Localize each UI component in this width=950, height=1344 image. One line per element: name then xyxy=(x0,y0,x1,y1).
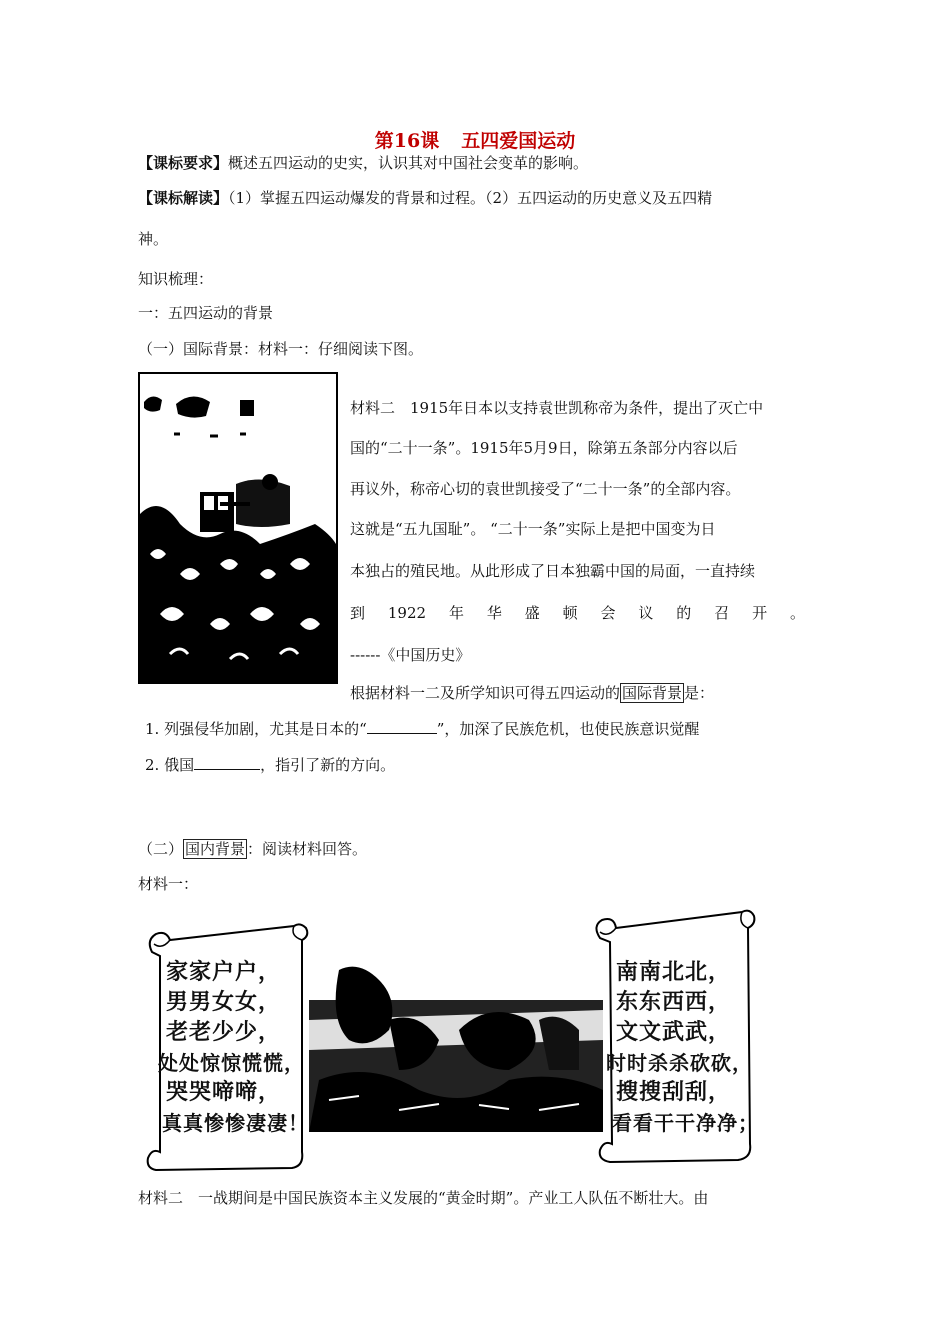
scroll-left-line: 老老少少， xyxy=(166,1020,282,1045)
domestic-prefix: （二） xyxy=(138,840,184,858)
conclusion-after: 是： xyxy=(684,684,715,702)
q1-text: 1. 列强侵华加剧，尤其是日本的“ xyxy=(145,720,367,738)
scroll-left-line: 真真惨惨凄凄！ xyxy=(162,1111,309,1135)
lesson-name: 五四爱国运动 xyxy=(461,130,576,152)
char: 年 xyxy=(448,604,464,622)
scroll-right-line: 东东西西， xyxy=(616,990,732,1015)
char: 召 xyxy=(714,604,730,622)
material2-line4: 这就是“五九国耻”。 “二十一条”实际上是把中国变为日 xyxy=(350,520,716,538)
question-1 xyxy=(145,718,699,739)
q1-after: ”，加深了民族危机，也使民族意识觉醒 xyxy=(436,720,700,738)
lesson-title xyxy=(0,126,950,153)
material2-line3: 再议外，称帝心切的袁世凯接受了“二十一条”的全部内容。 xyxy=(350,480,741,498)
char: 顿 xyxy=(562,604,578,622)
requirements-label: 【课标要求】 xyxy=(138,154,229,172)
scroll-right-line: 搜搜刮刮， xyxy=(616,1080,732,1105)
conclusion-text: 根据材料一二及所学知识可得五四运动的 xyxy=(350,684,621,702)
material2-line5: 本独占的殖民地。从此形成了日本独霸中国的局面，一直持续 xyxy=(350,562,756,580)
scroll-right-line: 时时杀杀砍砍， xyxy=(606,1051,753,1075)
fill-blank-2[interactable] xyxy=(194,754,260,770)
knowledge-heading: 知识梳理： xyxy=(138,270,214,288)
char: 1922 xyxy=(387,604,427,622)
char: 盛 xyxy=(524,604,540,622)
interpretation-line1: （1）掌握五四运动爆发的背景和过程。（2）五四运动的历史意义及五四精 xyxy=(228,189,713,207)
photo-illustration xyxy=(140,374,336,682)
historical-photo-war xyxy=(309,960,603,1132)
intl-label: 国际背景：材料一：仔细阅读下图。 xyxy=(183,340,424,358)
section-heading-background: 一：五四运动的背景 xyxy=(138,304,274,322)
char: 。 xyxy=(789,604,805,622)
char: 到 xyxy=(350,604,366,622)
war-photo-illustration xyxy=(309,960,603,1132)
curriculum-interpretation xyxy=(138,188,712,208)
char: 华 xyxy=(486,604,502,622)
char: 议 xyxy=(638,604,654,622)
scroll-right-line: 南南北北， xyxy=(616,960,732,985)
intl-prefix: （一） xyxy=(138,340,184,358)
international-background-heading xyxy=(138,339,423,359)
char: 的 xyxy=(676,604,692,622)
material2-b: 材料二 一战期间是中国民族资本主义发展的“黄金时期”。产业工人队伍不断壮大。由 xyxy=(138,1189,709,1207)
scroll-right-text xyxy=(606,958,759,1138)
scroll-left-text xyxy=(158,958,309,1138)
interpretation-label: 【课标解读】 xyxy=(138,189,229,207)
material2-source: ------《中国历史》 xyxy=(350,646,471,664)
material2-line2: 国的“二十一条”。1915年5月9日，除第五条部分内容以后 xyxy=(350,439,738,457)
scroll-right-line: 文文武武， xyxy=(616,1020,732,1045)
scroll-left-line: 哭哭啼啼， xyxy=(166,1080,282,1105)
scroll-left-line: 处处惊惊慌慌， xyxy=(158,1051,305,1075)
char: 开 xyxy=(752,604,768,622)
lesson-number: 第16课 xyxy=(374,130,440,152)
scroll-right xyxy=(586,908,760,1166)
fill-blank-1[interactable] xyxy=(367,718,437,734)
q2-text: 2. 俄国 xyxy=(145,756,195,774)
international-background-conclusion xyxy=(350,683,714,703)
material2-line1: 材料二 1915年日本以支持袁世凯称帝为条件，提出了灭亡中 xyxy=(350,399,764,417)
domestic-after: ：阅读材料回答。 xyxy=(247,840,368,858)
curriculum-requirements xyxy=(138,153,588,173)
historical-photo-lecture xyxy=(138,372,338,684)
requirements-text: 概述五四运动的史实，认识其对中国社会变革的影响。 xyxy=(228,154,589,172)
material1-label: 材料一： xyxy=(138,875,199,893)
q2-after: ，指引了新的方向。 xyxy=(260,756,396,774)
question-2 xyxy=(145,754,395,775)
boxed-term-domestic: 国内背景 xyxy=(185,840,246,858)
material2-line6 xyxy=(350,603,805,623)
scroll-left-line: 家家户户， xyxy=(166,960,282,985)
scroll-left-line: 男男女女， xyxy=(166,990,282,1015)
domestic-background-heading xyxy=(138,839,367,859)
boxed-term-intl: 国际背景 xyxy=(622,684,683,702)
scroll-right-line: 看看干干净净； xyxy=(612,1111,759,1135)
interpretation-line2: 神。 xyxy=(138,230,169,248)
scroll-left xyxy=(140,922,312,1174)
char: 会 xyxy=(600,604,616,622)
